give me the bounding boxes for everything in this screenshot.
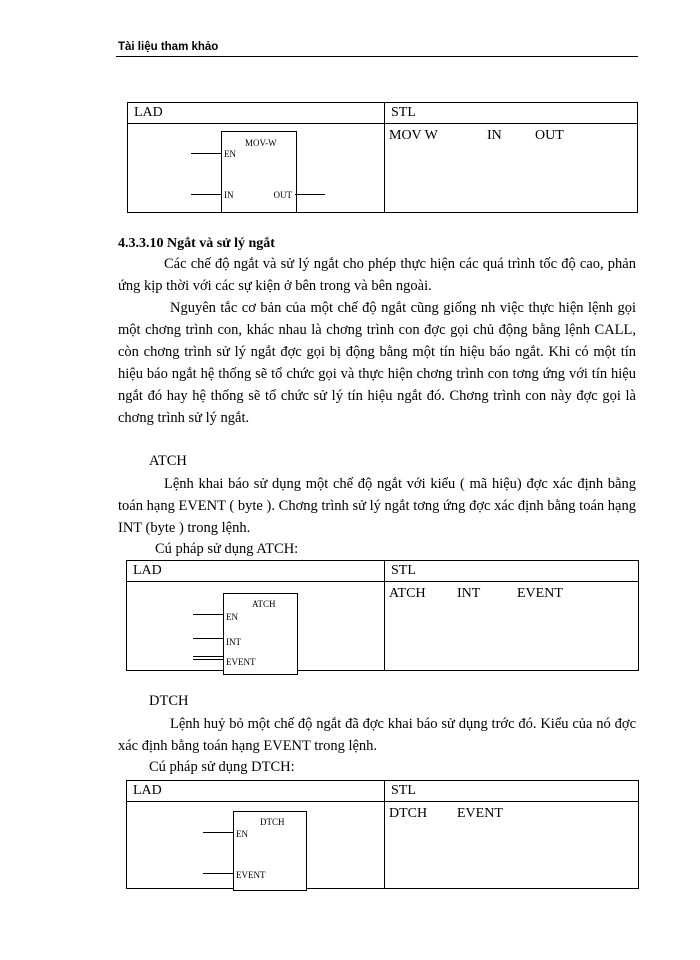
block-title: ATCH [252, 599, 276, 609]
wire-en [193, 614, 223, 615]
pin-en: EN [224, 149, 236, 159]
pin-event: EVENT [236, 870, 266, 880]
wire-en [203, 832, 233, 833]
wire-en [191, 153, 221, 154]
dtch-block [233, 811, 307, 891]
dtch-table [126, 780, 639, 889]
movw-block [221, 131, 297, 213]
wire-in [191, 194, 221, 195]
section-heading: 4.3.3.10 Ngắt và sử lý ngắt [118, 236, 275, 251]
atch-label: ATCH [149, 453, 187, 469]
atch-para: Lệnh khai báo sử dụng một chế độ ngắt với kiểu ( mã hiệu) đợc xác định bằng toán hạng EVENT ( byte ). Chơng trình sử lý ngắt tơng ứng đợc xác định bằng toán hạng INT (byte ) trong lệnh. [118, 476, 636, 536]
stl-op: ATCH [389, 586, 426, 601]
lad-cell [128, 124, 385, 213]
dtch-syntax: Cú pháp sử dụng DTCH: [149, 759, 295, 775]
stl-op: DTCH [389, 806, 428, 821]
movw-table [127, 102, 638, 213]
stl-arg1: EVENT [457, 806, 503, 821]
atch-block [223, 593, 298, 675]
block-title: DTCH [260, 817, 285, 827]
stl-column-header: STL [385, 561, 639, 582]
stl-cell [385, 124, 638, 213]
pin-int: INT [226, 637, 241, 647]
stl-arg1: INT [457, 586, 481, 601]
atch-table [126, 560, 639, 671]
stl-arg2: EVENT [517, 586, 563, 601]
dtch-label: DTCH [149, 693, 189, 709]
wire-event [203, 873, 233, 874]
wire-event [193, 656, 223, 657]
block-title: MOV-W [245, 138, 277, 148]
wire-event-2 [193, 659, 223, 660]
lad-column-header: LAD [127, 781, 385, 802]
stl-column-header: STL [385, 103, 638, 124]
wire-out [295, 194, 325, 195]
section-para-2: Nguyên tắc cơ bản của một chế độ ngắt cũng giống nh việc thực hiện lệnh gọi một chơng trình con, khác nhau là chơng trình con đợc gọi chủ động bằng lệnh CALL, còn chơng trình sử lý ngắt đợc gọi bị động bằng một tín hiệu báo ngắt. Khi có một tín hiệu báo ngắt hệ thống sẽ tổ chức gọi và thực hiện chơng trình con tơng ứng với tín hiệu ngắt đó hay hệ thống sẽ tổ chức sử lý tín hiệu ngắt đó. Chơng trình con này đợc gọi là chơng trình sử lý ngắt. [118, 300, 636, 426]
stl-column-header: STL [385, 781, 639, 802]
pin-out: OUT [273, 190, 292, 200]
pin-event: EVENT [226, 657, 256, 667]
lad-column-header: LAD [128, 103, 385, 124]
page-header-title: Tài liệu tham khảo [118, 41, 219, 53]
lad-cell [127, 582, 385, 671]
pin-en: EN [236, 829, 248, 839]
stl-op: MOV W [389, 128, 438, 143]
lad-cell [127, 802, 385, 889]
stl-cell [385, 582, 639, 671]
section-para-1: Các chế độ ngắt và sử lý ngắt cho phép thực hiện các quá trình tốc độ cao, phản ứng kịp thời với các sự kiện ở bên trong và bên ngoài. [118, 256, 636, 294]
stl-cell [385, 802, 639, 889]
header-rule [116, 56, 638, 57]
stl-arg2: OUT [535, 128, 564, 143]
lad-column-header: LAD [127, 561, 385, 582]
pin-in: IN [224, 190, 234, 200]
atch-syntax: Cú pháp sử dụng ATCH: [155, 541, 299, 557]
pin-en: EN [226, 612, 238, 622]
dtch-para: Lệnh huỷ bỏ một chế độ ngắt đã đợc khai báo sử dụng trớc đó. Kiểu của nó đợc xác định bằng toán hạng EVENT trong lệnh. [118, 716, 636, 754]
wire-int [193, 638, 223, 639]
stl-arg1: IN [487, 128, 502, 143]
